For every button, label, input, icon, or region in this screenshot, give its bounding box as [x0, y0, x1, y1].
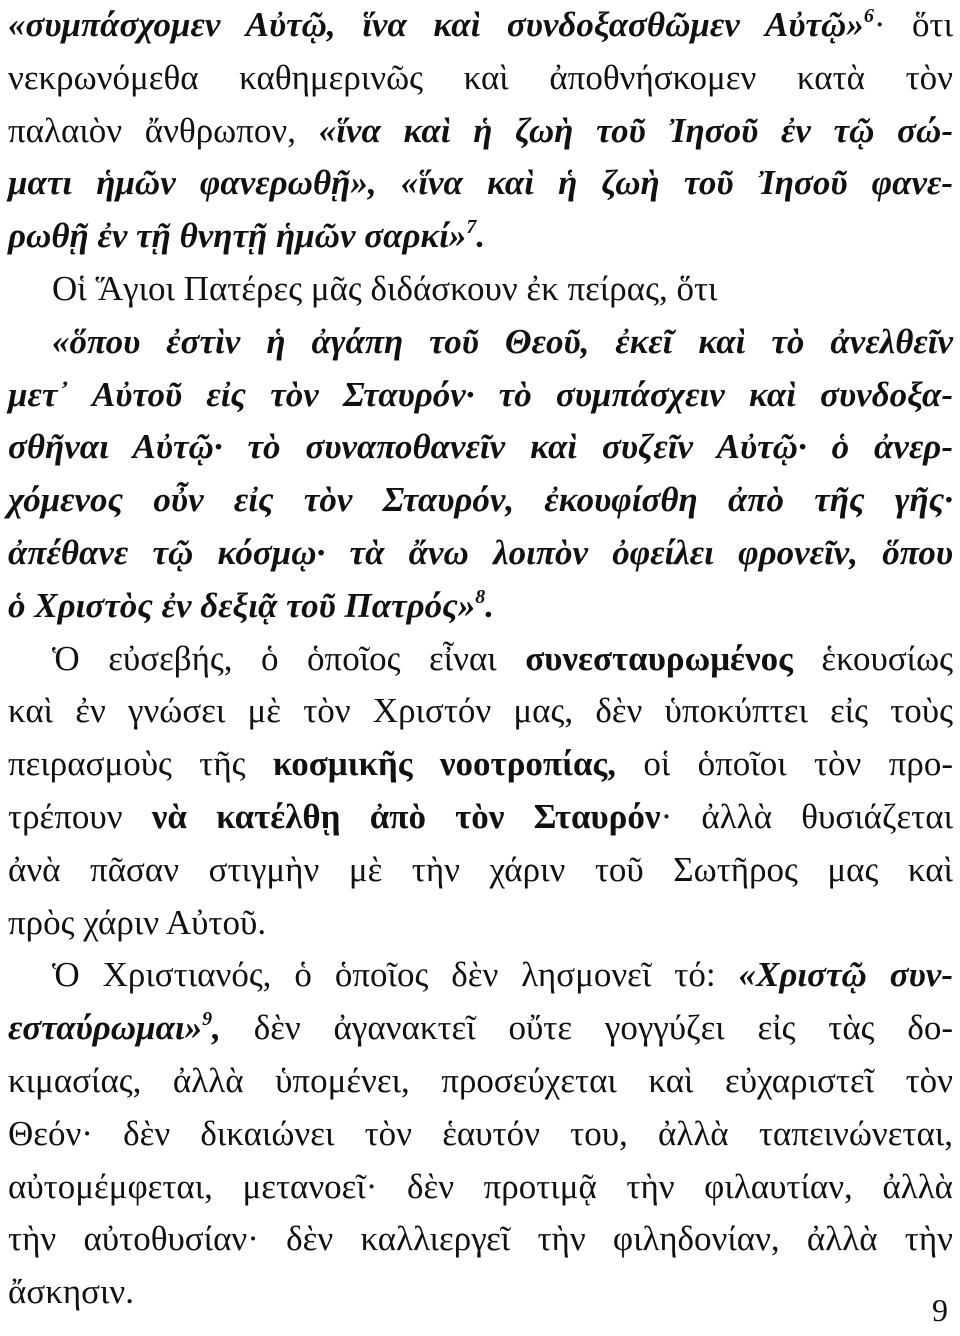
text-line	[52, 264, 953, 314]
text-line	[8, 1056, 953, 1106]
text-line	[8, 1214, 953, 1264]
body-text-span: πειρασμοὺς τῆς	[8, 744, 273, 784]
text-line	[8, 158, 953, 208]
body-text-span: νεκρωνόμεθα καθημερινῶς καὶ ἀποθνήσκομεν κατὰ τὸν	[8, 57, 953, 97]
quotation-text: ἀπέθανε τῷ κόσμῳ· τὰ ἄνω λοιπὸν ὀφείλει φρονεῖν, ὅπου	[8, 533, 953, 572]
quotation-text: «συμπάσχομεν Αὐτῷ, ἵνα καὶ συνδοξασθῶμεν Αὐτῷ»	[8, 5, 864, 44]
quotation-text: ματι ἡμῶν φανερωθῇ», «ἵνα καὶ ἡ ζωὴ τοῦ Ἰησοῦ φανε-	[8, 163, 953, 203]
body-text-span: πρὸς χάριν Αὐτοῦ.	[8, 902, 267, 942]
text-line	[52, 317, 953, 367]
body-text-span: κιμασίας, ἀλλὰ ὑπομένει, προσεύχεται καὶ εὐχαριστεῖ τὸν	[8, 1061, 953, 1100]
emphasis-text: συνεσταυρωμένος	[525, 638, 793, 678]
body-text-span: οἱ ὁποῖοι τὸν προ-	[616, 744, 953, 784]
text-line	[8, 792, 953, 842]
text-line	[8, 898, 953, 948]
quotation-text: ,	[212, 1008, 221, 1048]
body-text-span: ἄσκησιν.	[8, 1272, 135, 1312]
body-text-span: παλαιὸν ἄνθρωπον,	[8, 110, 319, 150]
text-line	[8, 581, 953, 631]
quotation-text: ὁ Χριστὸς ἐν δεξιᾷ τοῦ Πατρός»	[8, 585, 476, 625]
footnote-marker: 6	[863, 5, 874, 27]
quotation-text: σθῆναι Αὐτῷ· τὸ συναποθανεῖν καὶ συζεῖν Αὐτῷ· ὁ ἀνερ-	[8, 427, 953, 467]
body-text-span: καὶ ἐν γνώσει μὲ τὸν Χριστόν μας, δὲν ὑποκύπτει εἰς τοὺς	[8, 691, 953, 731]
page-number: 9	[932, 1292, 948, 1328]
body-text-span: ἑκουσίως	[792, 638, 953, 678]
body-text-span: αὐτομέμφεται, μετανοεῖ· δὲν προτιμᾷ τὴν φιλαυτίαν, ἀλλὰ	[8, 1166, 953, 1206]
text-line	[8, 370, 953, 420]
quotation-text: «ὅπου ἐστὶν ἡ ἀγάπη τοῦ Θεοῦ, ἐκεῖ καὶ τὸ ἀνελθεῖν	[52, 321, 953, 361]
text-line	[8, 211, 953, 261]
body-text-span: · ἀλλὰ θυσιάζεται	[660, 797, 953, 836]
body-text-span: δὲν ἀγανακτεῖ οὔτε γογγύζει εἰς τὰς δο-	[220, 1008, 953, 1048]
emphasis-text: κοσμικῆς νοοτροπίας,	[272, 744, 616, 784]
body-text-span: · ὅτι	[873, 5, 954, 44]
text-line	[8, 1267, 953, 1317]
text-line	[8, 475, 953, 525]
body-text-span: Θεόν· δὲν δικαιώνει τὸν ἑαυτόν του, ἀλλὰ ταπεινώνεται,	[8, 1113, 953, 1153]
quotation-text: εσταύρωμαι»	[8, 1008, 203, 1048]
text-line	[8, 1003, 953, 1053]
body-text-span: τὴν αὐτοθυσίαν· δὲν καλλιεργεῖ τὴν φιληδονίαν, ἀλλὰ τὴν	[8, 1219, 953, 1259]
text-line	[8, 739, 953, 789]
text-line	[8, 53, 953, 103]
quotation-text: ρωθῇ ἐν τῇ θνητῇ ἡμῶν σαρκί»	[8, 216, 467, 256]
text-line	[8, 106, 953, 156]
body-text-span: Ὁ εὐσεβής, ὁ ὁποῖος εἶναι	[52, 638, 526, 678]
quotation-text: .	[476, 216, 486, 256]
text-line	[8, 686, 953, 736]
text-line	[52, 634, 953, 684]
footnote-marker: 7	[466, 216, 477, 239]
footnote-marker: 9	[202, 1008, 213, 1031]
text-line	[8, 845, 953, 895]
text-line	[8, 422, 953, 472]
body-text-span: τρέπουν	[8, 797, 152, 836]
text-line	[8, 528, 953, 578]
body-text-span: ἀνὰ πᾶσαν στιγμὴν μὲ τὴν χάριν τοῦ Σωτῆρος μας καὶ	[8, 849, 953, 889]
quotation-text: χόμενος οὖν εἰς τὸν Σταυρόν, ἐκουφίσθη ἀπὸ τῆς γῆς·	[8, 480, 953, 520]
body-text-span: Ὁ Χριστιανός, ὁ ὁποῖος δὲν λησμονεῖ τό:	[52, 955, 739, 995]
text-line	[8, 0, 953, 50]
text-line	[52, 950, 953, 1000]
emphasis-text: νὰ κατέλθῃ ἀπὸ τὸν Σταυρόν	[151, 797, 661, 836]
quotation-text: .	[485, 585, 495, 625]
footnote-marker: 8	[475, 585, 486, 608]
text-line	[8, 1162, 953, 1212]
text-line	[8, 1109, 953, 1159]
body-text-span: Οἱ Ἅγιοι Πατέρες μᾶς διδάσκουν ἐκ πείρας, ὅτι	[52, 269, 718, 308]
quotation-text: «ἵνα καὶ ἡ ζωὴ τοῦ Ἰησοῦ ἐν τῷ σώ-	[318, 110, 953, 150]
quotation-text: μετ᾽ Αὐτοῦ εἰς τὸν Σταυρόν· τὸ συμπάσχειν καὶ συνδοξα-	[8, 374, 953, 414]
quotation-text: «Χριστῷ συν-	[738, 955, 953, 995]
